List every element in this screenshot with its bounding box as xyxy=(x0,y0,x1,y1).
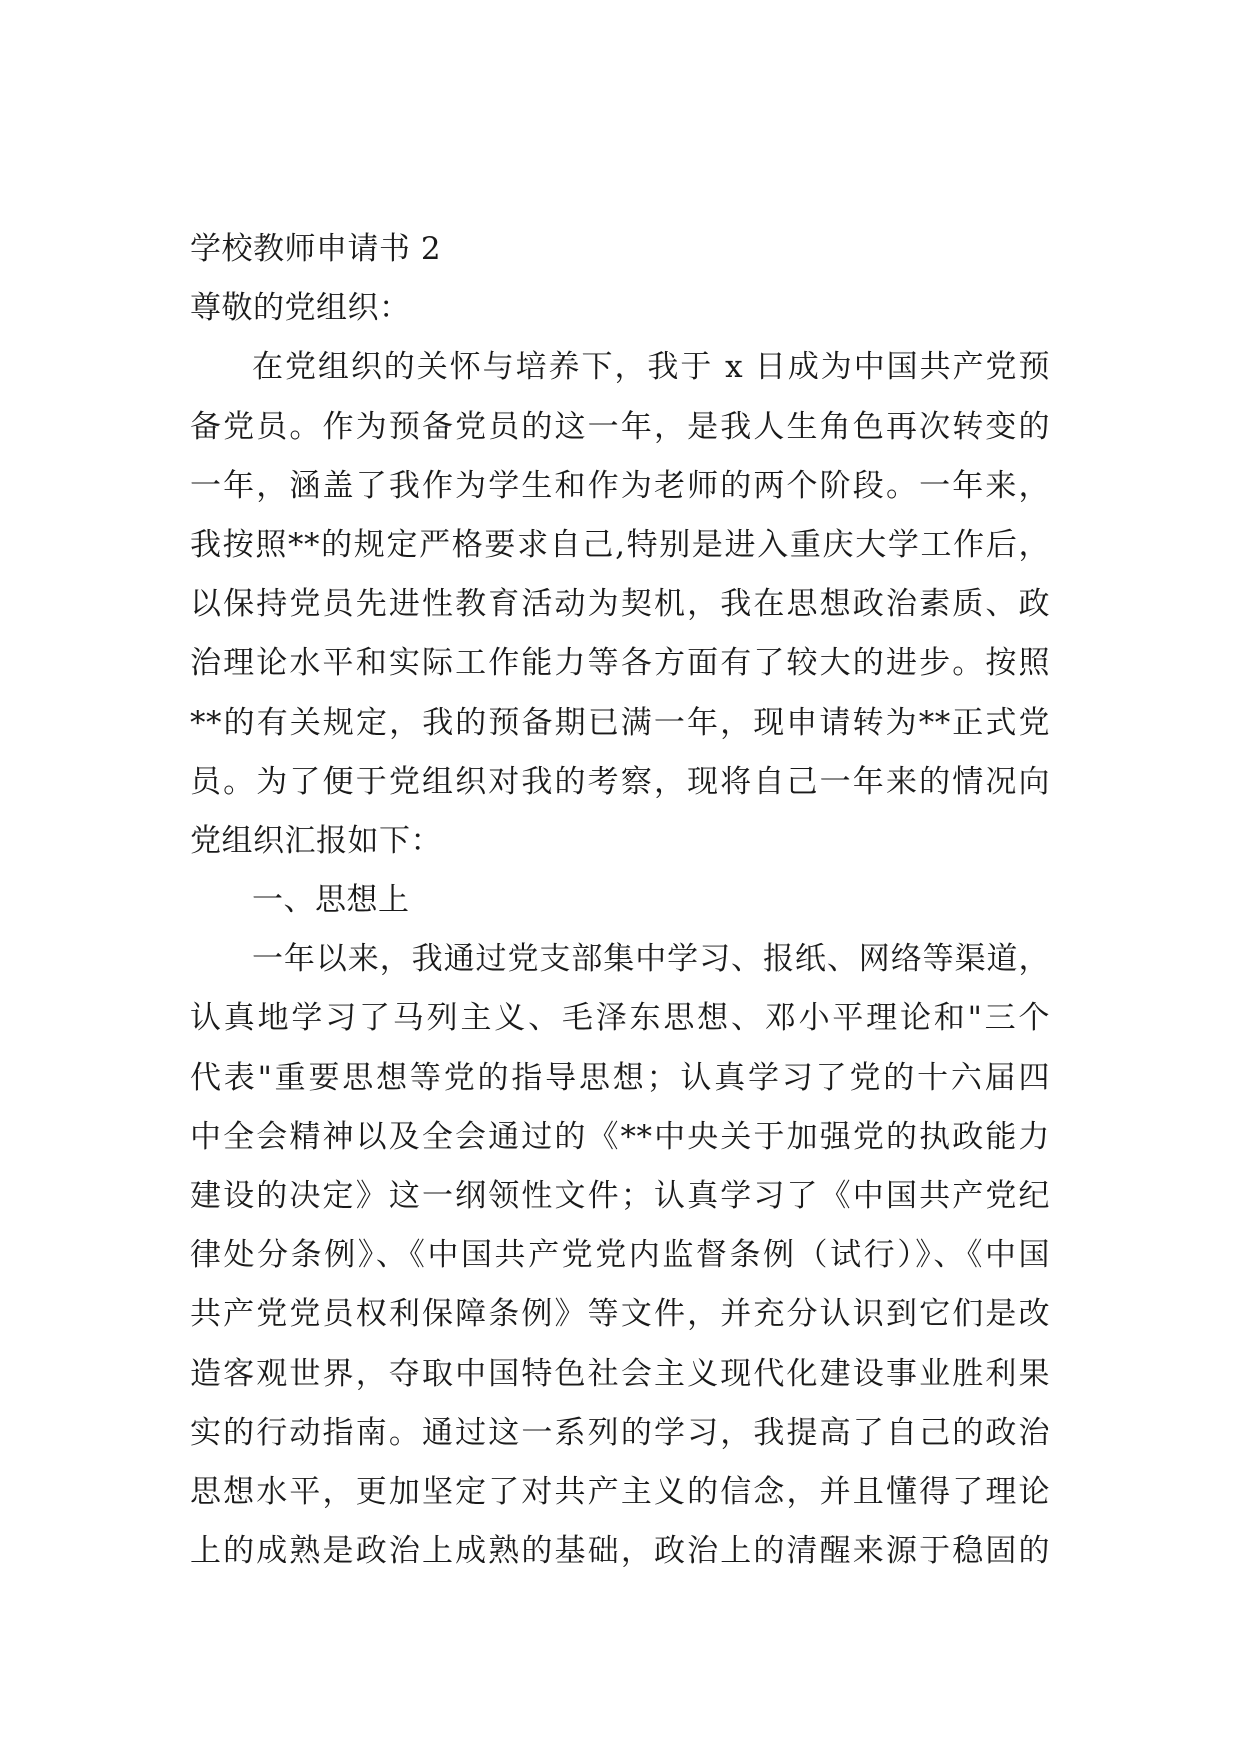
text-line: 律处分条例》、《中国共产党党内监督条例（试行）》、《中国 xyxy=(190,1237,1050,1274)
text-line: 共产党党员权利保障条例》等文件，并充分认识到它们是改 xyxy=(190,1296,1050,1333)
document-title: 学校教师申请书 2 xyxy=(190,231,442,267)
document-body xyxy=(190,220,1050,1581)
text-line: 在党组织的关怀与培养下，我于 x 日成为中国共产党预 xyxy=(252,349,1050,386)
text-line: 员。为了便于党组织对我的考察，现将自己一年来的情况向 xyxy=(190,763,1050,800)
text-line: 思想水平，更加坚定了对共产主义的信念，并且懂得了理论 xyxy=(190,1473,1050,1510)
text-line: 建设的决定》这一纲领性文件；认真学习了《中国共产党纪 xyxy=(190,1178,1050,1214)
text-line: 代表"重要思想等党的指导思想；认真学习了党的十六届四 xyxy=(190,1059,1050,1096)
section-heading: 一、思想上 xyxy=(252,882,410,919)
text-line: 造客观世界，夺取中国特色社会主义现代化建设事业胜利果 xyxy=(190,1355,1050,1392)
text-line: 认真地学习了马列主义、毛泽东思想、邓小平理论和"三个 xyxy=(190,1000,1050,1037)
salutation: 尊敬的党组织： xyxy=(190,290,411,327)
text-line: 实的行动指南。通过这一系列的学习，我提高了自己的政治 xyxy=(190,1414,1050,1451)
text-line: **的有关规定，我的预备期已满一年，现申请转为**正式党 xyxy=(190,704,1050,741)
text-line: 中全会精神以及全会通过的《**中央关于加强党的执政能力 xyxy=(190,1118,1050,1155)
text-line: 备党员。作为预备党员的这一年，是我人生角色再次转变的 xyxy=(190,408,1050,445)
text-line: 上的成熟是政治上成熟的基础，政治上的清醒来源于稳固的 xyxy=(190,1533,1050,1570)
text-line: 以保持党员先进性教育活动为契机，我在思想政治素质、政 xyxy=(190,586,1050,623)
text-line: 一年，涵盖了我作为学生和作为老师的两个阶段。一年来， xyxy=(190,467,1050,504)
text-line: 我按照**的规定严格要求自己,特别是进入重庆大学工作后， xyxy=(190,526,1050,563)
text-line: 治理论水平和实际工作能力等各方面有了较大的进步。按照 xyxy=(190,645,1050,682)
text-line: 一年以来，我通过党支部集中学习、报纸、网络等渠道， xyxy=(252,941,1050,978)
text-line: 党组织汇报如下： xyxy=(190,822,442,859)
